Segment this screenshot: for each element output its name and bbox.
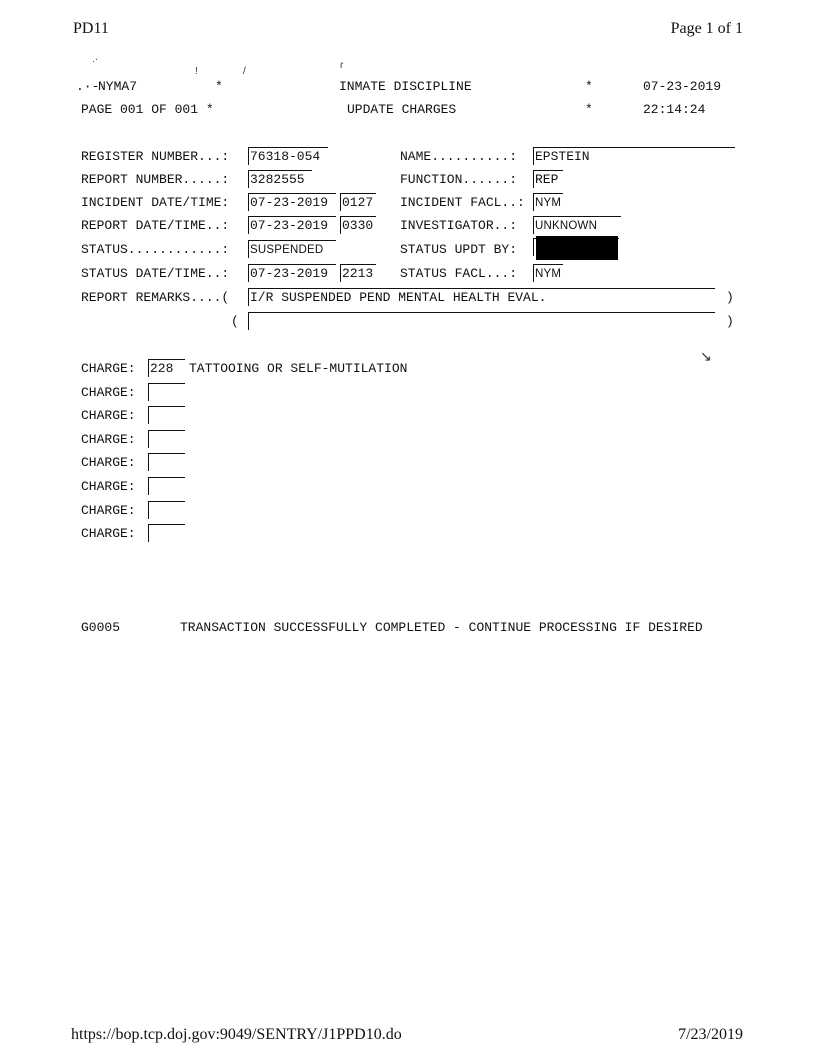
charge-code-field[interactable] [148, 406, 185, 424]
screen-header-star: * [585, 102, 593, 117]
report-remarks-line2-field[interactable] [248, 312, 715, 330]
remarks-close-paren: ) [726, 314, 734, 329]
name-field[interactable]: EPSTEIN [533, 147, 735, 165]
register-number-label: REGISTER NUMBER...: [81, 149, 230, 164]
screen-header-star: * [585, 79, 593, 94]
print-header-right: Page 1 of 1 [670, 20, 743, 37]
report-time-field[interactable]: 0330 [340, 216, 376, 234]
incident-date-field[interactable]: 07-23-2019 [248, 193, 336, 211]
charge-label: CHARGE: [81, 408, 136, 423]
status-facl-label: STATUS FACL...: [400, 266, 518, 281]
print-header-left: PD11 [73, 20, 109, 37]
scan-artifact: ɾ [340, 60, 344, 71]
charge-code-field[interactable] [148, 430, 185, 448]
function-label: FUNCTION......: [400, 172, 518, 187]
report-remarks-label: REPORT REMARKS....( [81, 290, 230, 305]
print-footer-date: 7/23/2019 [678, 1026, 743, 1043]
report-datetime-label: REPORT DATE/TIME..: [81, 218, 230, 233]
charge-label: CHARGE: [81, 455, 136, 470]
scan-artifact: / [243, 66, 246, 77]
charge-label: CHARGE: [81, 526, 136, 541]
scan-artifact: ! [195, 66, 198, 77]
incident-time-field[interactable]: 0127 [340, 193, 376, 211]
register-number-field[interactable]: 76318-054 [248, 147, 328, 165]
charge-label: CHARGE: [81, 385, 136, 400]
report-remarks-line1-field[interactable]: I/R SUSPENDED PEND MENTAL HEALTH EVAL. [248, 288, 715, 306]
charge-label: CHARGE: [81, 503, 136, 518]
incident-facl-field[interactable]: NYM [533, 193, 563, 211]
charge-code-field[interactable] [148, 383, 185, 401]
charge-label: CHARGE: [81, 479, 136, 494]
charge-code-field[interactable] [148, 524, 185, 542]
report-number-field[interactable]: 3282555 [248, 170, 312, 188]
name-label: NAME..........: [400, 149, 518, 164]
redaction-block [536, 236, 618, 260]
status-datetime-label: STATUS DATE/TIME..: [81, 266, 230, 281]
investigator-field[interactable]: UNKNOWN [533, 216, 621, 234]
report-number-label: REPORT NUMBER.....: [81, 172, 230, 187]
status-message-text: TRANSACTION SUCCESSFULLY COMPLETED - CONTINUE PROCESSING IF DESIRED [180, 620, 703, 635]
remarks-open-paren: ( [231, 314, 239, 329]
status-facl-field[interactable]: NYM [533, 264, 563, 282]
function-field[interactable]: REP [533, 170, 563, 188]
report-date-field[interactable]: 07-23-2019 [248, 216, 336, 234]
screen-page-label: PAGE 001 OF 001 * [81, 102, 214, 117]
status-date-field[interactable]: 07-23-2019 [248, 264, 336, 282]
screen-system-dash: .·- [76, 79, 100, 94]
status-field[interactable]: SUSPENDED [248, 240, 336, 258]
charge-label: CHARGE: [81, 432, 136, 447]
screen-system-id: NYMA7 [98, 79, 138, 94]
status-label: STATUS............: [81, 242, 230, 257]
charge-description: TATTOOING OR SELF-MUTILATION [189, 361, 408, 376]
investigator-label: INVESTIGATOR..: [400, 218, 518, 233]
incident-datetime-label: INCIDENT DATE/TIME: [81, 195, 230, 210]
status-time-field[interactable]: 2213 [340, 264, 376, 282]
status-message-code: G0005 [81, 620, 121, 635]
remarks-close-paren: ) [726, 290, 734, 305]
scan-artifact: .· [92, 54, 99, 65]
screen-time: 22:14:24 [643, 102, 706, 117]
screen-title: INMATE DISCIPLINE [339, 79, 472, 94]
screen-subtitle: UPDATE CHARGES [347, 102, 457, 117]
charge-code-field[interactable] [148, 501, 185, 519]
charge-code-field[interactable] [148, 477, 185, 495]
incident-facl-label: INCIDENT FACL..: [400, 195, 525, 210]
status-updt-by-label: STATUS UPDT BY: [400, 242, 518, 257]
screen-header-star: * [215, 79, 223, 94]
charge-code-field[interactable]: 228 [148, 359, 185, 377]
charge-label: CHARGE: [81, 361, 136, 376]
scan-artifact: ↘ [700, 348, 712, 364]
print-footer-url: https://bop.tcp.doj.gov:9049/SENTRY/J1PPD10.do [71, 1026, 402, 1043]
screen-date: 07-23-2019 [643, 79, 722, 94]
charge-code-field[interactable] [148, 453, 185, 471]
